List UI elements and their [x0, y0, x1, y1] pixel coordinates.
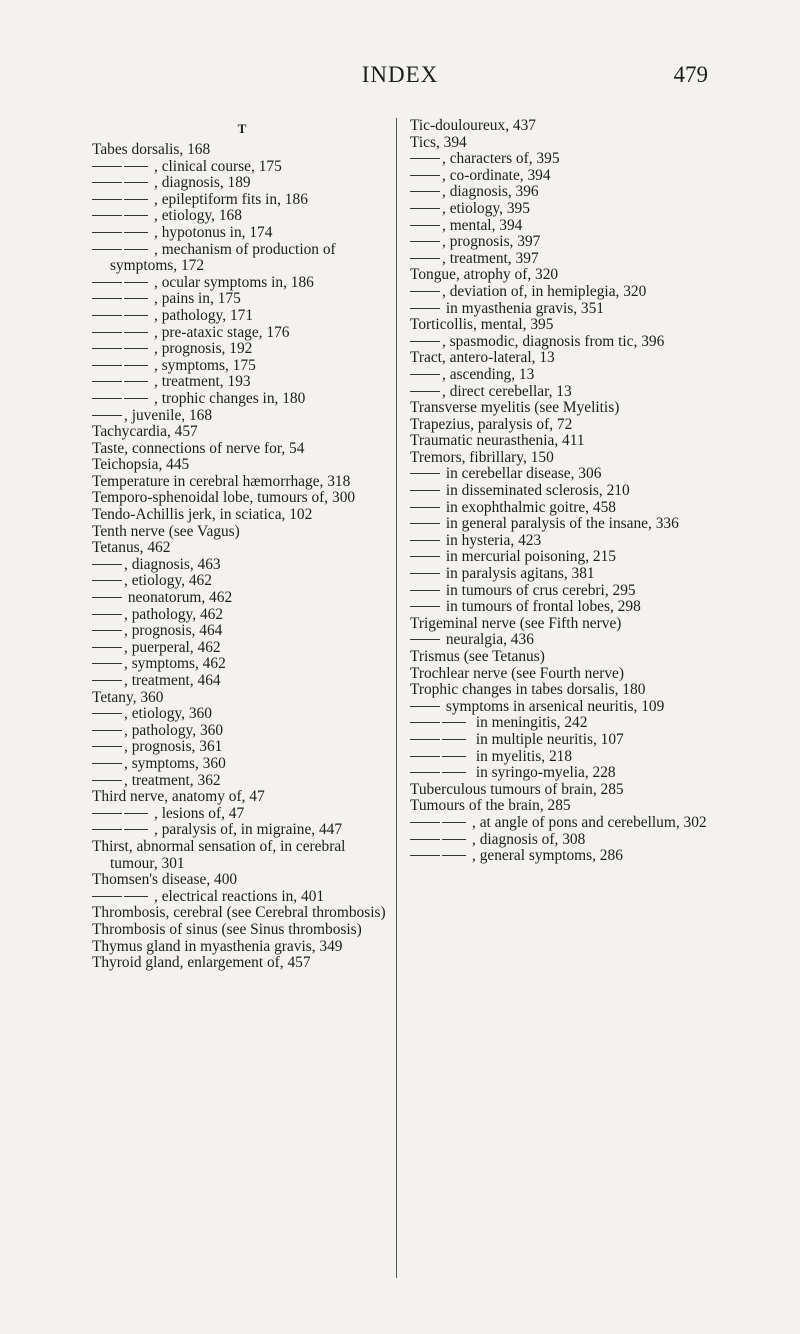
repeat-dash [124, 348, 148, 349]
repeat-dash [124, 166, 148, 167]
entry-text: Trochlear nerve (see Fourth nerve) [410, 664, 624, 682]
index-entry [410, 699, 710, 716]
repeat-dash [410, 391, 440, 392]
index-entry [410, 218, 710, 235]
index-entry [92, 706, 392, 723]
entry-text: in multiple neuritis, 107 [472, 730, 624, 748]
entry-text: Tenth nerve (see Vagus) [92, 522, 240, 540]
repeat-dash [410, 473, 440, 474]
index-entry [92, 457, 392, 474]
entry-text: Thrombosis of sinus (see Sinus thrombosis) [92, 920, 362, 938]
index-entry [92, 839, 392, 872]
entry-text: Tendo-Achillis jerk, in sciatica, 102 [92, 506, 313, 524]
index-entry [92, 756, 392, 773]
index-column-left [92, 118, 392, 972]
entry-text: , pathology, 462 [124, 605, 224, 623]
index-entry [410, 516, 710, 533]
entry-text: Thyroid gland, enlargement of, 457 [92, 954, 311, 972]
index-entry [410, 433, 710, 450]
entry-text: in disseminated sclerosis, 210 [442, 482, 630, 500]
entry-text: in meningitis, 242 [472, 714, 588, 732]
entry-text: , treatment, 464 [124, 672, 221, 689]
index-entry [92, 208, 392, 225]
index-entry [92, 922, 392, 939]
repeat-dash [92, 298, 122, 299]
entry-text: , prognosis, 397 [442, 233, 541, 251]
repeat-dash [92, 680, 122, 681]
entry-text: Tabes dorsalis, 168 [92, 141, 211, 158]
index-entry [410, 533, 710, 550]
index-entry [92, 806, 392, 823]
index-entry [92, 623, 392, 640]
entry-text: Thymus gland in myasthenia gravis, 349 [92, 937, 343, 955]
entry-text: Thrombosis, cerebral (see Cerebral thrombosis) [92, 904, 386, 922]
entry-text: in exophthalmic goitre, 458 [442, 498, 616, 516]
index-entry [410, 732, 710, 749]
entry-text: , prognosis, 464 [124, 622, 223, 640]
repeat-dash [410, 839, 440, 840]
index-entry [92, 789, 392, 806]
repeat-dash [410, 225, 440, 226]
index-entry [410, 367, 710, 384]
index-entry [410, 450, 710, 467]
index-entry [410, 616, 710, 633]
index-entry [92, 291, 392, 308]
repeat-dash [92, 630, 122, 631]
entry-text: Teichopsia, 445 [92, 456, 190, 474]
entry-text: , direct cerebellar, 13 [442, 382, 572, 400]
right-entries [410, 118, 710, 865]
repeat-dash [92, 215, 122, 216]
entry-text: , spasmodic, diagnosis from tic, 396 [442, 332, 665, 350]
entry-text: Torticollis, mental, 395 [410, 316, 554, 334]
repeat-dash [410, 756, 440, 757]
entry-text: neonatorum, 462 [124, 589, 233, 607]
repeat-dash [124, 398, 148, 399]
repeat-dash [92, 398, 122, 399]
entry-text: Traumatic neurasthenia, 411 [410, 432, 585, 450]
entry-text: , hypotonus in, 174 [154, 223, 273, 241]
index-entry [92, 374, 392, 391]
entry-text: Taste, connections of nerve for, 54 [92, 439, 305, 457]
entry-text: , diagnosis of, 308 [472, 830, 586, 848]
repeat-dash [124, 199, 148, 200]
repeat-dash [124, 813, 148, 814]
index-entry [92, 773, 392, 790]
index-entry [410, 350, 710, 367]
index-entry [92, 590, 392, 607]
entry-text: , juvenile, 168 [124, 406, 213, 424]
index-entry [410, 549, 710, 566]
repeat-dash [410, 639, 440, 640]
index-entry [92, 341, 392, 358]
index-entry [410, 666, 710, 683]
repeat-dash [92, 381, 122, 382]
repeat-dash [92, 713, 122, 714]
entry-text: , etiology, 168 [154, 207, 242, 225]
repeat-dash [442, 855, 466, 856]
repeat-dash [410, 490, 440, 491]
entry-text: , clinical course, 175 [154, 157, 282, 175]
page-number: 479 [673, 62, 708, 87]
repeat-dash [124, 249, 148, 250]
entry-text: , diagnosis, 189 [154, 174, 251, 192]
entry-text: , ocular symptoms in, 186 [154, 273, 314, 291]
entry-text: , paralysis of, in migraine, 447 [154, 821, 343, 839]
repeat-dash [442, 722, 466, 723]
entry-text: in myasthenia gravis, 351 [442, 299, 604, 317]
index-entry [92, 640, 392, 657]
index-entry [92, 739, 392, 756]
repeat-dash [124, 182, 148, 183]
index-entry [92, 474, 392, 491]
index-entry [92, 507, 392, 524]
repeat-dash [410, 291, 440, 292]
entry-text: Tetany, 360 [92, 688, 164, 706]
index-entry [92, 225, 392, 242]
index-entry [92, 557, 392, 574]
index-entry [410, 599, 710, 616]
column-divider [396, 118, 397, 1278]
entry-text: , pathology, 360 [124, 721, 224, 739]
entry-text: in mercurial poisoning, 215 [442, 548, 616, 566]
index-entry [410, 649, 710, 666]
entry-text: , treatment, 397 [442, 249, 539, 267]
index-entry [92, 275, 392, 292]
entry-text: , characters of, 395 [442, 150, 560, 168]
entry-text: Thirst, abnormal sensation of, in cerebral tumour, 301 [92, 837, 346, 872]
repeat-dash [410, 158, 440, 159]
entry-text: , electrical reactions in, 401 [154, 887, 325, 905]
entry-text: Tic-douloureux, 437 [410, 117, 536, 134]
repeat-dash [92, 780, 122, 781]
entry-text: Trophic changes in tabes dorsalis, 180 [410, 681, 646, 699]
repeat-dash [124, 381, 148, 382]
entry-text: , diagnosis, 463 [124, 555, 221, 573]
entry-text: , puerperal, 462 [124, 638, 221, 656]
repeat-dash [410, 722, 440, 723]
entry-text: in syringo-myelia, 228 [472, 764, 616, 782]
entry-text: Tongue, atrophy of, 320 [410, 266, 559, 284]
index-entry [92, 939, 392, 956]
index-entry [410, 765, 710, 782]
entry-text: Tuberculous tumours of brain, 285 [410, 780, 624, 798]
entry-text: Temperature in cerebral hæmorrhage, 318 [92, 472, 351, 490]
index-column-right [410, 118, 710, 865]
index-entry [410, 284, 710, 301]
index-entry [410, 267, 710, 284]
entry-text: , pains in, 175 [154, 290, 241, 308]
index-entry [410, 749, 710, 766]
index-entry [410, 632, 710, 649]
entry-text: in myelitis, 218 [472, 747, 573, 765]
entry-text: neuralgia, 436 [442, 631, 534, 649]
entry-text: Tremors, fibrillary, 150 [410, 448, 554, 466]
repeat-dash [410, 374, 440, 375]
entry-text: , symptoms, 462 [124, 655, 226, 673]
index-entry [92, 889, 392, 906]
entry-text: , at angle of pons and cerebellum, 302 [472, 813, 707, 831]
repeat-dash [410, 606, 440, 607]
repeat-dash [410, 191, 440, 192]
index-entry [92, 673, 392, 690]
entry-text: , trophic changes in, 180 [154, 389, 306, 407]
index-entry [410, 798, 710, 815]
repeat-dash [124, 215, 148, 216]
repeat-dash [410, 341, 440, 342]
repeat-dash [124, 282, 148, 283]
entry-text: , general symptoms, 286 [472, 847, 623, 865]
entry-text: , treatment, 362 [124, 771, 221, 789]
index-entry [92, 424, 392, 441]
index-entry [410, 317, 710, 334]
left-entries [92, 142, 392, 972]
section-letter: T [237, 121, 247, 136]
index-entry [410, 234, 710, 251]
repeat-dash [410, 208, 440, 209]
index-entry [410, 715, 710, 732]
repeat-dash [92, 663, 122, 664]
repeat-dash [410, 706, 440, 707]
repeat-dash [92, 182, 122, 183]
index-entry [410, 417, 710, 434]
index-entry [410, 118, 710, 135]
page-title: INDEX [361, 62, 439, 87]
entry-text: in cerebellar disease, 306 [442, 465, 602, 483]
entry-text: , pathology, 171 [154, 306, 254, 324]
entry-text: , diagnosis, 396 [442, 183, 539, 201]
repeat-dash [92, 166, 122, 167]
index-entry [92, 490, 392, 507]
repeat-dash [92, 829, 122, 830]
repeat-dash [410, 556, 440, 557]
index-entry [410, 168, 710, 185]
index-entry [92, 872, 392, 889]
entry-text: Thomsen's disease, 400 [92, 871, 238, 889]
entry-text: in hysteria, 423 [442, 531, 542, 549]
repeat-dash [124, 896, 148, 897]
entry-text: , mechanism of production of symptoms, 172 [110, 240, 336, 275]
index-entry [410, 400, 710, 417]
repeat-dash [410, 855, 440, 856]
index-entry [92, 573, 392, 590]
repeat-dash [92, 249, 122, 250]
entry-text: , ascending, 13 [442, 365, 535, 383]
repeat-dash [410, 507, 440, 508]
repeat-dash [410, 308, 440, 309]
entry-text: Trismus (see Tetanus) [410, 648, 545, 665]
index-entry [410, 832, 710, 849]
repeat-dash [92, 647, 122, 648]
index-entry [410, 301, 710, 318]
index-entry [92, 540, 392, 557]
repeat-dash [124, 298, 148, 299]
index-entry [410, 201, 710, 218]
entry-text: , epileptiform fits in, 186 [154, 190, 308, 208]
repeat-dash [92, 564, 122, 565]
index-entry [410, 483, 710, 500]
entry-text: Third nerve, anatomy of, 47 [92, 788, 265, 806]
entry-text: Trigeminal nerve (see Fifth nerve) [410, 614, 622, 632]
index-entry [410, 384, 710, 401]
repeat-dash [124, 365, 148, 366]
repeat-dash [92, 580, 122, 581]
repeat-dash [410, 241, 440, 242]
entry-text: , deviation of, in hemiplegia, 320 [442, 282, 647, 300]
entry-text: in tumours of frontal lobes, 298 [442, 598, 641, 616]
repeat-dash [92, 282, 122, 283]
index-entry [410, 184, 710, 201]
entry-text: , etiology, 462 [124, 572, 212, 590]
repeat-dash [442, 756, 466, 757]
repeat-dash [410, 523, 440, 524]
index-entry [92, 192, 392, 209]
index-entry [410, 815, 710, 832]
entry-text: in general paralysis of the insane, 336 [442, 515, 679, 533]
repeat-dash [92, 365, 122, 366]
entry-text: Tachycardia, 457 [92, 423, 198, 441]
repeat-dash [92, 199, 122, 200]
index-entry [92, 607, 392, 624]
index-entry [410, 500, 710, 517]
repeat-dash [92, 597, 122, 598]
entry-text: , symptoms, 175 [154, 356, 256, 374]
index-entry [92, 441, 392, 458]
index-entry [92, 822, 392, 839]
entry-text: , etiology, 395 [442, 199, 530, 217]
entry-text: Tics, 394 [410, 133, 467, 151]
index-entry [92, 656, 392, 673]
repeat-dash [92, 896, 122, 897]
repeat-dash [124, 232, 148, 233]
entry-text: in paralysis agitans, 381 [442, 565, 595, 583]
index-entry [410, 466, 710, 483]
entry-text: Tumours of the brain, 285 [410, 797, 571, 815]
entry-text: in tumours of crus cerebri, 295 [442, 581, 636, 599]
index-entry [92, 242, 392, 275]
entry-text: , etiology, 360 [124, 705, 212, 723]
repeat-dash [92, 332, 122, 333]
repeat-dash [124, 332, 148, 333]
index-entry [92, 308, 392, 325]
index-entry [410, 566, 710, 583]
repeat-dash [442, 772, 466, 773]
entry-text: , treatment, 193 [154, 373, 251, 391]
index-entry [92, 325, 392, 342]
index-entry [92, 524, 392, 541]
index-entry [92, 175, 392, 192]
entry-text: , symptoms, 360 [124, 754, 226, 772]
repeat-dash [410, 175, 440, 176]
repeat-dash [92, 315, 122, 316]
repeat-dash [92, 614, 122, 615]
index-entry [410, 782, 710, 799]
index-entry [92, 723, 392, 740]
index-entry [410, 151, 710, 168]
repeat-dash [92, 348, 122, 349]
repeat-dash [442, 739, 466, 740]
index-entry [92, 142, 392, 159]
index-entry [410, 251, 710, 268]
repeat-dash [124, 829, 148, 830]
index-entry [410, 848, 710, 865]
entry-text: Transverse myelitis (see Myelitis) [410, 399, 620, 417]
repeat-dash [410, 573, 440, 574]
index-entry [92, 159, 392, 176]
repeat-dash [410, 540, 440, 541]
entry-text: symptoms in arsenical neuritis, 109 [442, 697, 665, 715]
index-entry [92, 905, 392, 922]
entry-text: , lesions of, 47 [154, 804, 245, 822]
index-entry [92, 690, 392, 707]
repeat-dash [92, 730, 122, 731]
entry-text: Tetanus, 462 [92, 539, 171, 557]
entry-text: , co-ordinate, 394 [442, 166, 551, 184]
repeat-dash [442, 822, 466, 823]
repeat-dash [410, 258, 440, 259]
entry-text: , pre-ataxic stage, 176 [154, 323, 290, 341]
repeat-dash [92, 746, 122, 747]
entry-text: Tract, antero-lateral, 13 [410, 349, 555, 367]
repeat-dash [410, 822, 440, 823]
index-entry [410, 135, 710, 152]
repeat-dash [92, 763, 122, 764]
repeat-dash [92, 813, 122, 814]
entry-text: , prognosis, 361 [124, 738, 223, 756]
page-header [92, 62, 708, 92]
repeat-dash [410, 739, 440, 740]
repeat-dash [410, 772, 440, 773]
entry-text: Trapezius, paralysis of, 72 [410, 415, 573, 433]
repeat-dash [92, 415, 122, 416]
index-entry [410, 682, 710, 699]
index-entry [92, 955, 392, 972]
entry-text: , mental, 394 [442, 216, 523, 234]
repeat-dash [410, 590, 440, 591]
entry-text: Temporo-sphenoidal lobe, tumours of, 300 [92, 489, 356, 507]
index-entry [92, 408, 392, 425]
repeat-dash [124, 315, 148, 316]
index-entry [410, 334, 710, 351]
entry-text: , prognosis, 192 [154, 340, 253, 358]
index-entry [92, 391, 392, 408]
index-entry [410, 583, 710, 600]
index-entry [92, 358, 392, 375]
repeat-dash [442, 839, 466, 840]
repeat-dash [92, 232, 122, 233]
